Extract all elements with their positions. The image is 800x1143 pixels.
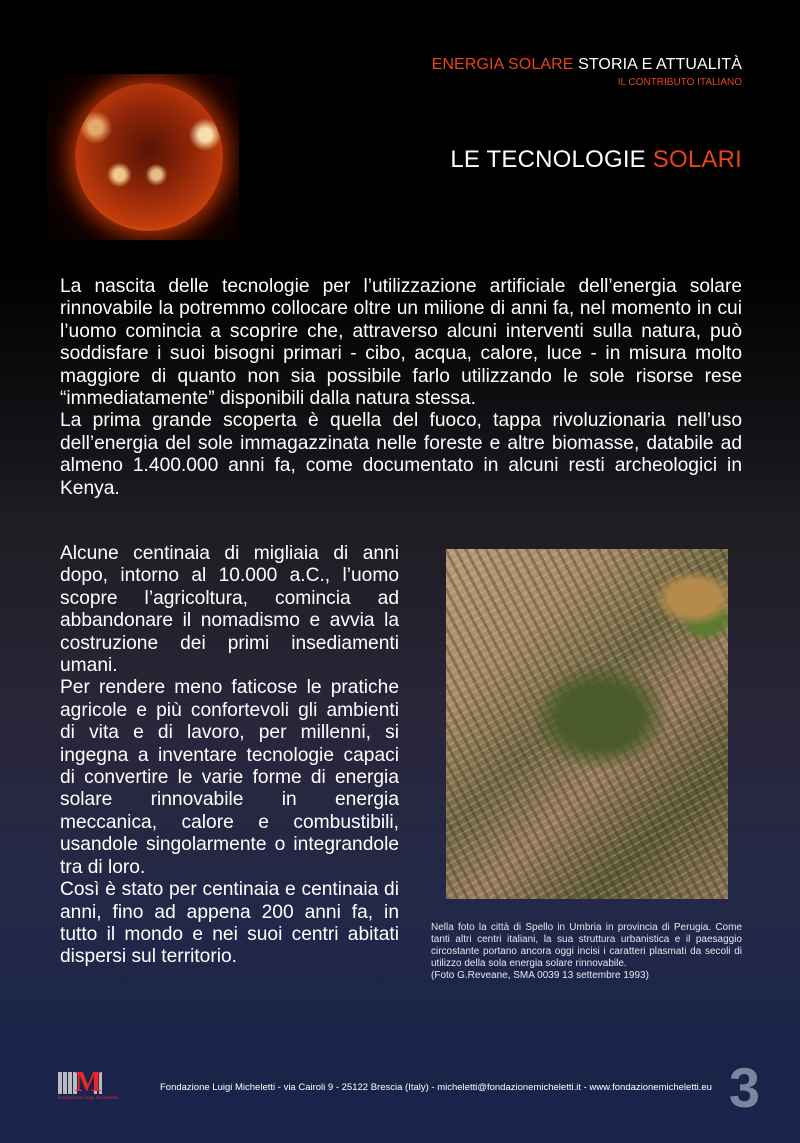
sun-disk — [75, 83, 223, 231]
logo-mark — [58, 1067, 102, 1098]
sun-image — [47, 74, 239, 240]
intro-paragraph: La nascita delle tecnologie per l’utilizzazione artificiale dell’energia solare rinnovabile la potremmo collocare oltre un milione di anni fa, nel momento in cui l’uomo comincia a scoprire che, attraverso alcuni interventi sulla natura, può soddisfare i suoi bisogni primari - cibo, acqua, calore, luce - in misura molto maggiore di quanto non sia possibile farlo utilizzando le sole risorse rese “immediatamente” disponibili dalla natura stessa. — [60, 276, 742, 410]
column-paragraph: Così è stato per centinaia e centinaia di anni, fino ad appena 200 anni fa, in tutto il mondo e nei suoi centri abitati dispersi sul territorio. — [60, 879, 399, 968]
caption-credit: (Foto G.Reveane, SMA 0039 13 settembre 1993) — [431, 970, 649, 981]
page-title — [450, 146, 742, 174]
logo-letter: M — [75, 1067, 100, 1098]
column-paragraph: Per rendere meno faticose le pratiche agricole e più confortevoli gli ambienti di vita e di lavoro, per millenni, si ingegna a inventare tecnologie capaci di convertire le varie forme di energia solare rinnovabile in energia meccanica, calore e combustibili, usandole singolarmente o integrandole tra di loro. — [60, 677, 399, 878]
foundation-logo — [58, 1067, 119, 1106]
photo-caption — [431, 922, 742, 982]
column-paragraph: Alcune centinaia di migliaia di anni dopo, intorno al 10.000 a.C., l’uomo scopre l’agricoltura, comincia ad abbandonare il nomadismo e avvia la costruzione dei primi insediamenti umani. — [60, 543, 399, 677]
footer-address: Fondazione Luigi Micheletti - via Cairoli 9 - 25122 Brescia (Italy) - micheletti@fondazionemicheletti.it - www.fondazionemicheletti.eu — [160, 1082, 712, 1093]
intro-paragraph: La prima grande scoperta è quella del fuoco, tappa rivoluzionaria nell’uso dell’energia del sole immagazzinata nelle foreste e altre biomasse, databile ad almeno 1.400.000 anni fa, come documentato in alcuni resti archeologici in Kenya. — [60, 410, 742, 499]
logo-text: fondazione luigi micheletti — [58, 1095, 119, 1101]
left-column-text — [60, 543, 399, 969]
intro-text — [60, 276, 742, 500]
series-title — [432, 56, 742, 74]
caption-text: Nella foto la città di Spello in Umbria in provincia di Perugia. Come tanti altri centri italiani, la sua struttura urbanistica e il paesaggio circostante portano ancora oggi incisi i caratteri plasmati da secoli di utilizzo della sola energia solare rinnovabile. — [431, 922, 742, 969]
page-title-accent: SOLARI — [652, 146, 742, 173]
series-subtitle: IL CONTRIBUTO ITALIANO — [617, 77, 742, 88]
series-title-accent: ENERGIA SOLARE — [431, 56, 574, 73]
series-title-rest: STORIA E ATTUALITÀ — [573, 56, 742, 73]
page-title-main: LE TECNOLOGIE — [450, 146, 653, 173]
page-number: 3 — [728, 1056, 760, 1119]
spello-aerial-photo — [446, 549, 728, 899]
